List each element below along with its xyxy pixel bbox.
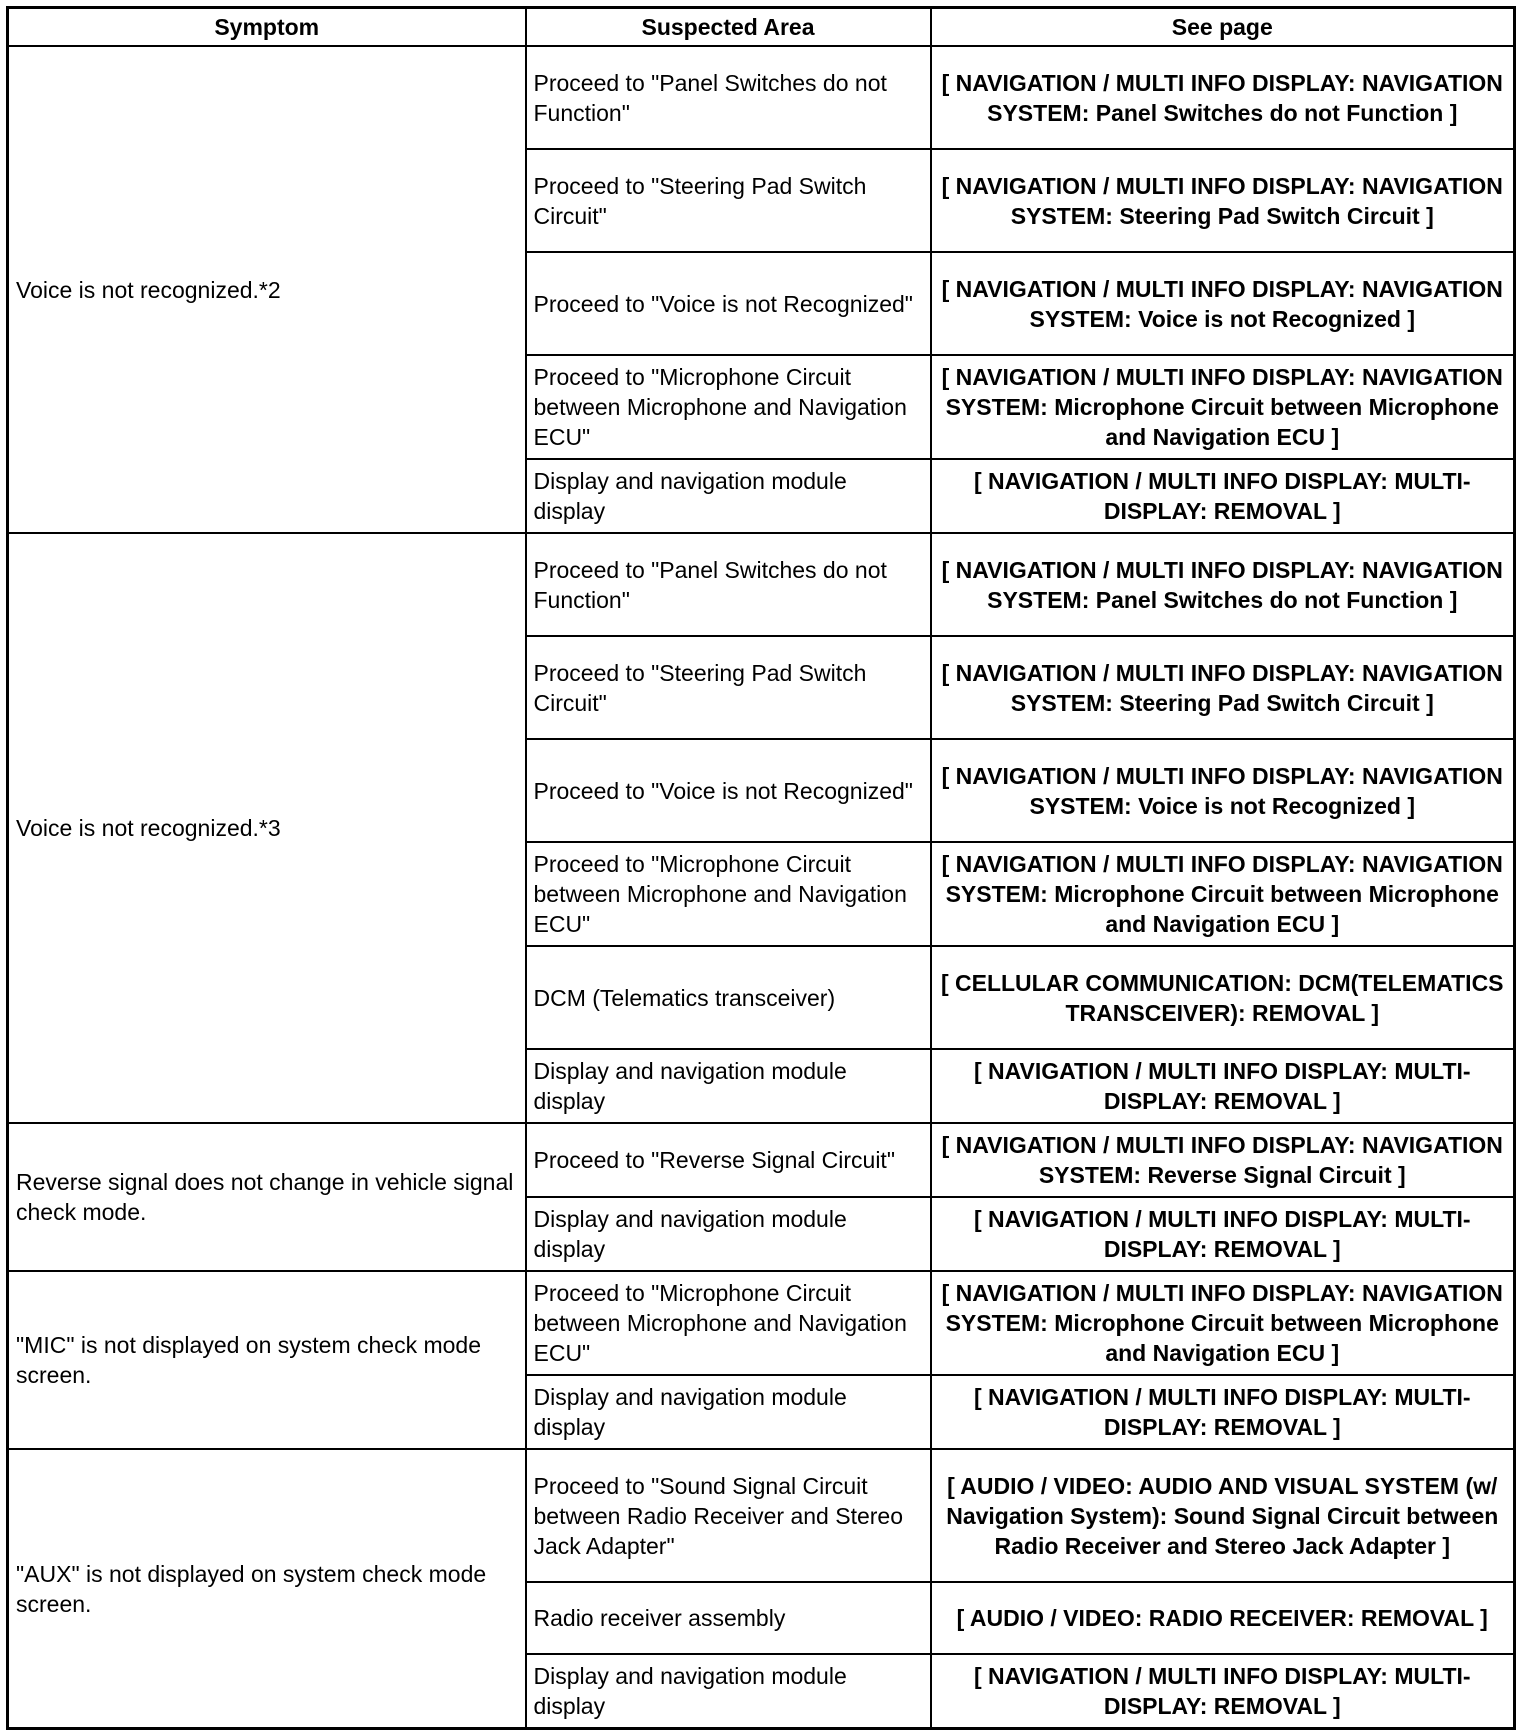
see-page-link[interactable]: [ NAVIGATION / MULTI INFO DISPLAY: MULTI-DISPLAY: REMOVAL ]: [931, 459, 1515, 533]
see-page-link[interactable]: [ CELLULAR COMMUNICATION: DCM(TELEMATICS TRANSCEIVER): REMOVAL ]: [931, 946, 1515, 1049]
see-page-link[interactable]: [ NAVIGATION / MULTI INFO DISPLAY: MULTI-DISPLAY: REMOVAL ]: [931, 1197, 1515, 1271]
see-page-link[interactable]: [ NAVIGATION / MULTI INFO DISPLAY: NAVIGATION SYSTEM: Reverse Signal Circuit ]: [931, 1123, 1515, 1197]
table-row: [8, 1271, 1515, 1375]
document: [6, 6, 1516, 1730]
table-row: [8, 1449, 1515, 1582]
see-page-link[interactable]: [ NAVIGATION / MULTI INFO DISPLAY: NAVIGATION SYSTEM: Panel Switches do not Function ]: [931, 533, 1515, 636]
symptom-cell: Voice is not recognized.*2: [8, 46, 526, 533]
symptom-cell: Reverse signal does not change in vehicle signal check mode.: [8, 1123, 526, 1271]
suspected-area-cell: Display and navigation module display: [526, 1197, 931, 1271]
suspected-area-cell: Display and navigation module display: [526, 459, 931, 533]
suspected-area-cell: Display and navigation module display: [526, 1049, 931, 1123]
see-page-link[interactable]: [ NAVIGATION / MULTI INFO DISPLAY: NAVIGATION SYSTEM: Voice is not Recognized ]: [931, 739, 1515, 842]
see-page-link[interactable]: [ NAVIGATION / MULTI INFO DISPLAY: MULTI-DISPLAY: REMOVAL ]: [931, 1375, 1515, 1449]
see-page-link[interactable]: [ NAVIGATION / MULTI INFO DISPLAY: NAVIGATION SYSTEM: Panel Switches do not Function ]: [931, 46, 1515, 149]
suspected-area-cell: Display and navigation module display: [526, 1654, 931, 1729]
suspected-area-cell: Proceed to "Steering Pad Switch Circuit": [526, 636, 931, 739]
see-page-link[interactable]: [ AUDIO / VIDEO: AUDIO AND VISUAL SYSTEM (w/ Navigation System): Sound Signal Circuit between Radio Receiver and Stereo Jack Adapter ]: [931, 1449, 1515, 1582]
see-page-link[interactable]: [ AUDIO / VIDEO: RADIO RECEIVER: REMOVAL ]: [931, 1582, 1515, 1654]
header-row: [8, 8, 1515, 47]
suspected-area-cell: Proceed to "Panel Switches do not Function": [526, 533, 931, 636]
table-row: [8, 1123, 1515, 1197]
suspected-area-cell: Display and navigation module display: [526, 1375, 931, 1449]
see-page-link[interactable]: [ NAVIGATION / MULTI INFO DISPLAY: MULTI-DISPLAY: REMOVAL ]: [931, 1654, 1515, 1729]
see-page-link[interactable]: [ NAVIGATION / MULTI INFO DISPLAY: MULTI-DISPLAY: REMOVAL ]: [931, 1049, 1515, 1123]
suspected-area-cell: Proceed to "Microphone Circuit between Microphone and Navigation ECU": [526, 1271, 931, 1375]
suspected-area-cell: Proceed to "Microphone Circuit between Microphone and Navigation ECU": [526, 842, 931, 946]
suspected-area-cell: Proceed to "Microphone Circuit between Microphone and Navigation ECU": [526, 355, 931, 459]
table-row: [8, 46, 1515, 149]
see-page-link[interactable]: [ NAVIGATION / MULTI INFO DISPLAY: NAVIGATION SYSTEM: Steering Pad Switch Circuit ]: [931, 149, 1515, 252]
suspected-area-cell: Proceed to "Voice is not Recognized": [526, 739, 931, 842]
header-see-page: See page: [931, 8, 1515, 47]
suspected-area-cell: Proceed to "Panel Switches do not Function": [526, 46, 931, 149]
suspected-area-cell: Proceed to "Steering Pad Switch Circuit": [526, 149, 931, 252]
table-row: [8, 533, 1515, 636]
symptom-cell: "MIC" is not displayed on system check mode screen.: [8, 1271, 526, 1449]
suspected-area-cell: Radio receiver assembly: [526, 1582, 931, 1654]
see-page-link[interactable]: [ NAVIGATION / MULTI INFO DISPLAY: NAVIGATION SYSTEM: Microphone Circuit between Microphone and Navigation ECU ]: [931, 355, 1515, 459]
symptom-cell: "AUX" is not displayed on system check mode screen.: [8, 1449, 526, 1729]
see-page-link[interactable]: [ NAVIGATION / MULTI INFO DISPLAY: NAVIGATION SYSTEM: Steering Pad Switch Circuit ]: [931, 636, 1515, 739]
suspected-area-cell: Proceed to "Voice is not Recognized": [526, 252, 931, 355]
see-page-link[interactable]: [ NAVIGATION / MULTI INFO DISPLAY: NAVIGATION SYSTEM: Voice is not Recognized ]: [931, 252, 1515, 355]
suspected-area-cell: Proceed to "Sound Signal Circuit between Radio Receiver and Stereo Jack Adapter": [526, 1449, 931, 1582]
suspected-area-cell: DCM (Telematics transceiver): [526, 946, 931, 1049]
header-symptom: Symptom: [8, 8, 526, 47]
symptom-cell: Voice is not recognized.*3: [8, 533, 526, 1123]
header-suspected-area: Suspected Area: [526, 8, 931, 47]
see-page-link[interactable]: [ NAVIGATION / MULTI INFO DISPLAY: NAVIGATION SYSTEM: Microphone Circuit between Microphone and Navigation ECU ]: [931, 842, 1515, 946]
suspected-area-cell: Proceed to "Reverse Signal Circuit": [526, 1123, 931, 1197]
troubleshooting-table: [6, 6, 1516, 1730]
see-page-link[interactable]: [ NAVIGATION / MULTI INFO DISPLAY: NAVIGATION SYSTEM: Microphone Circuit between Microphone and Navigation ECU ]: [931, 1271, 1515, 1375]
